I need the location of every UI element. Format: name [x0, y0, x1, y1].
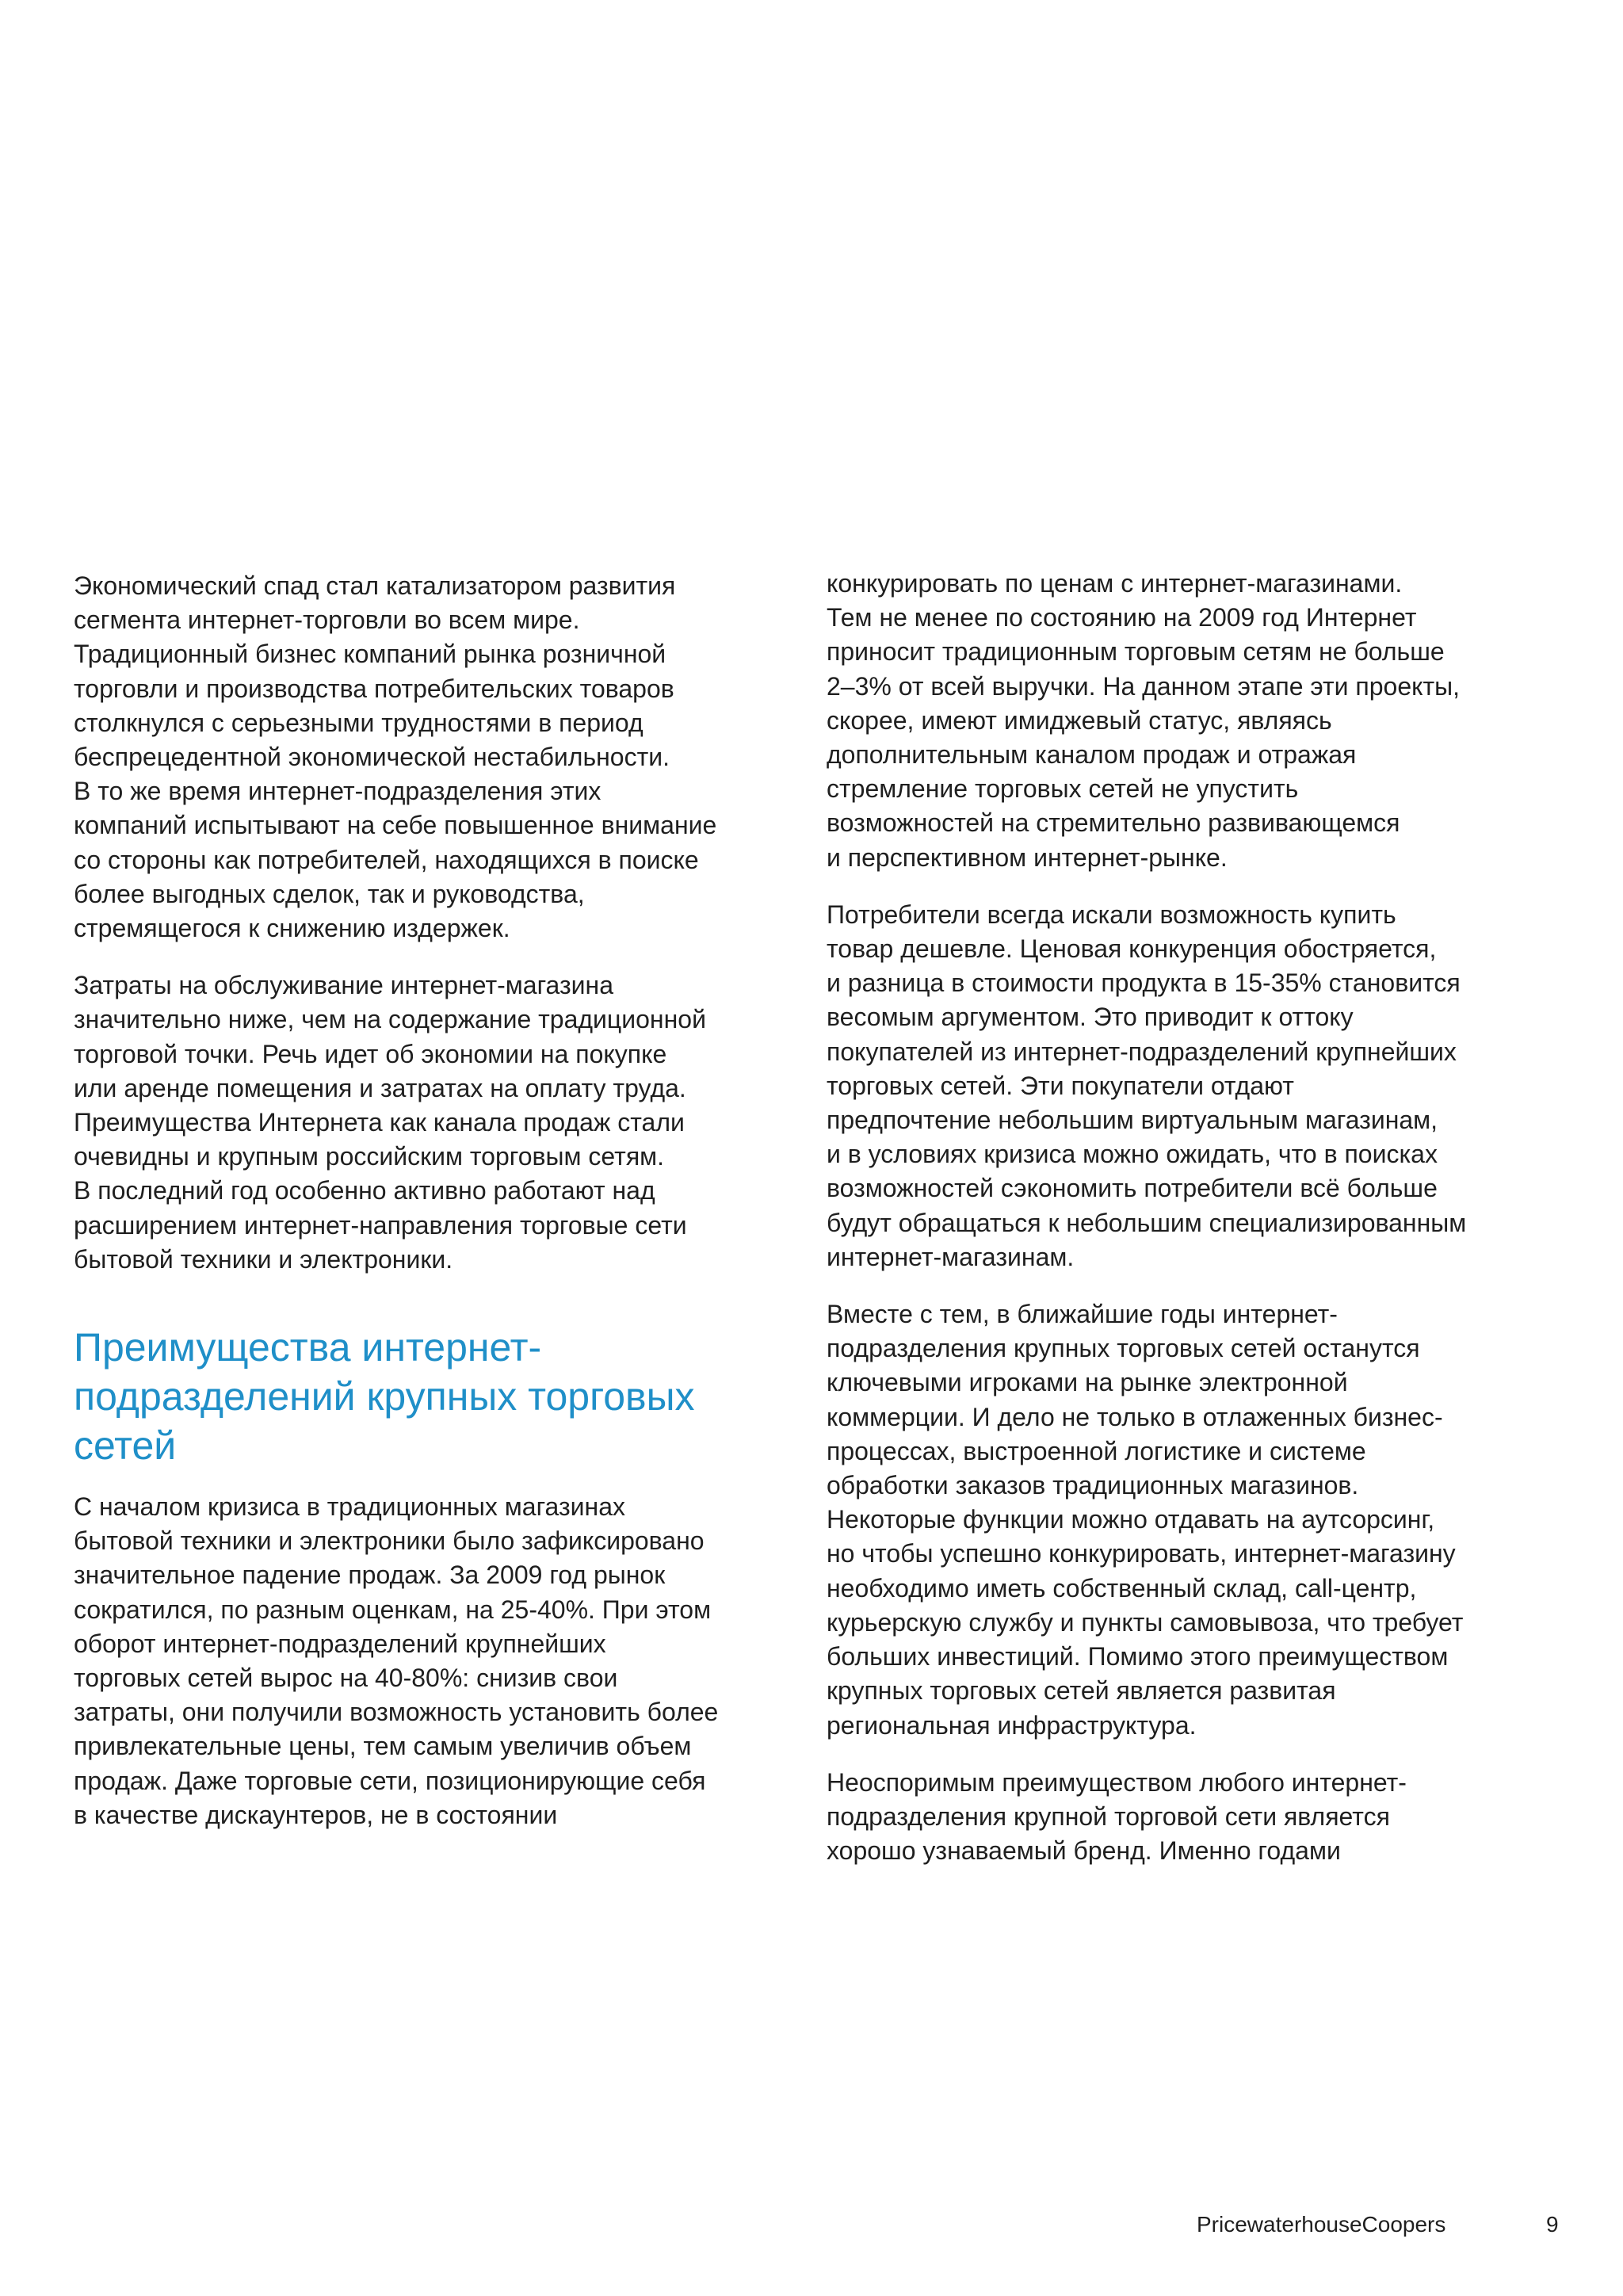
body-paragraph: С началом кризиса в традиционных магазинах бытовой техники и электроники было зафиксировано значительное падение продаж. За 2009 год рынок сократился, по разным оценкам, на 25-40%. При этом оборот интернет-подразделений крупнейших торговых сетей вырос на 40-80%: снизив свои затраты, они получили возможность установить более привлекательные цены, тем самым увеличив объем продаж. Даже торговые сети, позиционирующие себя в качестве дискаунтеров, не в состоянии [74, 1492, 719, 1829]
body-paragraph: конкурировать по ценам с интернет-магазинами. Тем не менее по состоянию на 2009 год Интернет приносит традиционным торговым сетям не больше 2–3% от всей выручки. На данном этапе эти проекты, скорее, имеют имиджевый статус, являясь дополнительным каналом продаж и отражая стремление торговых сетей не упустить возможностей на стремительно развивающемся и перспективном интернет-рынке. [827, 569, 1461, 872]
body-paragraph: Вместе с тем, в ближайшие годы интернет- подразделения крупных торговых сетей останутся ключевыми игроками на рынке электронной коммерции. И дело не только в отлаженных бизнес- процессах, выстроенной логистике и системе обработки заказов традиционных магазинов. Некоторые функции можно отдавать на аутсорсинг, но чтобы успешно конкурировать, интернет-магазину необходимо иметь собственный склад, call-центр, курьерскую службу и пункты самовывоза, что требует больших инвестиций. Помимо этого преимуществом крупных торговых сетей является развитая региональная инфраструктура. [827, 1300, 1464, 1740]
body-paragraph: Экономический спад стал катализатором развития сегмента интернет-торговли во всем мире. Традиционный бизнес компаний рынка розничной торговли и производства потребительских товаров столкнулся с серьезными трудностями в период беспрецедентной экономической нестабильности. В то же время интернет-подразделения этих компаний испытывают на себе повышенное внимание со стороны как потребителей, находящихся в поиске более выгодных сделок, так и руководства, стремящегося к снижению издержек. [74, 571, 717, 943]
body-paragraph: Затраты на обслуживание интернет-магазина значительно ниже, чем на содержание традиционной торговой точки. Речь идет об экономии на покупке или аренде помещения и затратах на оплату труда. Преимущества Интернета как канала продаж стали очевидны и крупным российским торговым сетям. В последний год особенно активно работают над расширением интернет-направления торговые сети бытовой техники и электроники. [74, 971, 706, 1274]
section-heading: Преимущества интернет- подразделений крупных торговых сетей [74, 1325, 695, 1469]
body-paragraph: Потребители всегда искали возможность купить товар дешевле. Ценовая конкуренция обостряется, и разница в стоимости продукта в 15-35% становится весомым аргументом. Это приводит к оттоку покупателей из интернет-подразделений крупнейших торговых сетей. Эти покупатели отдают предпочтение небольшим виртуальным магазинам, и в условиях кризиса можно ожидать, что в поисках возможностей сэкономить потребители всё больше будут обращаться к небольшим специализированным интернет-магазинам. [827, 900, 1467, 1271]
body-paragraph: Неоспоримым преимуществом любого интернет- подразделения крупной торговой сети является хорошо узнаваемый бренд. Именно годами [827, 1767, 1407, 1866]
footer-brand: PricewaterhouseCoopers [1197, 2212, 1446, 2237]
right-column [827, 567, 1556, 1891]
page-number: 9 [1546, 2212, 1559, 2237]
left-column [74, 569, 803, 1855]
